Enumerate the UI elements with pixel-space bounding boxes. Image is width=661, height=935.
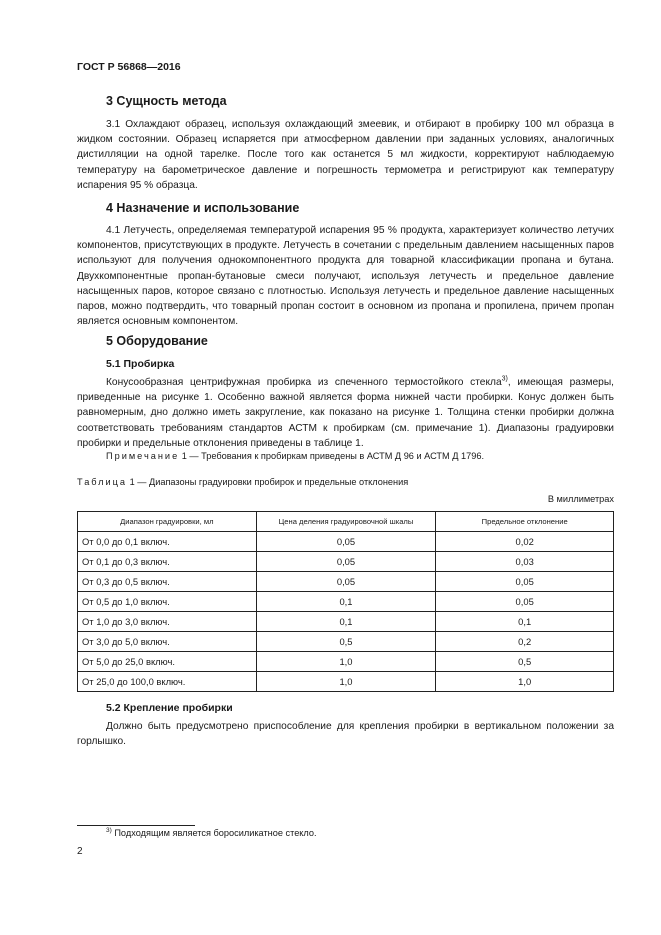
table-header-division: Цена деления градуировочной шкалы xyxy=(256,512,436,532)
section-3-title: 3 Сущность метода xyxy=(106,94,227,108)
table-row xyxy=(78,592,614,612)
note-label: Примечание xyxy=(106,451,180,461)
subsection-5-1-text-b: , имеющая размеры, приведенные на рисунке 1. Особенно важной является форма нижней части пробирки. Конус должен быть равномерным, дно должно иметь закругление, как показано на рисунке 1. Толщина стенки пробирки должна соответствовать требованиям стандартов АСТМ к пробиркам (см. примечание 1). Диапазоны градуировки пробирки и предельные отклонения приведены в таблице 1. xyxy=(77,377,614,449)
division-cell: 0,5 xyxy=(256,632,436,652)
footnote xyxy=(106,828,317,838)
subsection-5-1-text-a: Конусообразная центрифужная пробирка из спеченного термостойкого стекла xyxy=(106,377,502,388)
section-4-title: 4 Назначение и использование xyxy=(106,201,300,215)
table-caption-label: Таблица xyxy=(77,477,128,487)
note-text: 1 — Требования к пробиркам приведены в АСТМ Д 96 и АСТМ Д 1796. xyxy=(179,451,484,461)
table-header-range: Диапазон градуировки, мл xyxy=(78,512,257,532)
table-row xyxy=(78,572,614,592)
standard-number: ГОСТ Р 56868—2016 xyxy=(77,61,181,73)
section-5-title: 5 Оборудование xyxy=(106,334,208,348)
table-row xyxy=(78,612,614,632)
graduation-table xyxy=(77,511,614,692)
tolerance-cell: 0,1 xyxy=(436,612,614,632)
range-cell: От 1,0 до 3,0 включ. xyxy=(78,612,257,632)
section-4-text: 4.1 Летучесть, определяемая температурой испарения 95 % продукта, характеризует количество летучих компонентов, присутствующих в продукте. Летучесть в сочетании с предельным давлением насыщенных паров используют для получения однокомпонентного продукта для товарной классификации пропана и бутана. Двухкомпонентные пропан-бутановые смеси получают, используя летучесть и предельное давление насыщенных паров, которое связано с плотностью. Используя летучесть и предельное давление насыщенных паров, можно подтвердить, что товарный пропан состоит в основном из пропана и пропилена, причем пропан является основным компонентом. xyxy=(77,225,614,328)
table-row xyxy=(78,632,614,652)
division-cell: 0,05 xyxy=(256,552,436,572)
tolerance-cell: 1,0 xyxy=(436,672,614,692)
table-row xyxy=(78,672,614,692)
table-caption-text: 1 — Диапазоны градуировки пробирок и предельные отклонения xyxy=(127,477,409,487)
tolerance-cell: 0,05 xyxy=(436,592,614,612)
tolerance-cell: 0,5 xyxy=(436,652,614,672)
footnote-ref: 3) xyxy=(501,375,508,383)
subsection-5-2-text: Должно быть предусмотрено приспособление для крепления пробирки в вертикальном положении за горлышко. xyxy=(77,721,614,748)
section-3-text: 3.1 Охлаждают образец, используя охлаждающий змеевик, и отбирают в пробирку 100 мл образца в жидком состоянии. Образец испаряется при атмосферном давлении при заданных условиях, аналогичных дистилляции на одной тарелке. После того как останется 5 мл жидкости, корректируют наблюдаемую температуру на барометрическое давление и погрешность термометра и регистрируют как температуру испарения 95 % образца. xyxy=(77,119,614,191)
range-cell: От 0,5 до 1,0 включ. xyxy=(78,592,257,612)
page-number: 2 xyxy=(77,846,83,857)
table-row xyxy=(78,552,614,572)
range-cell: От 0,0 до 0,1 включ. xyxy=(78,532,257,552)
tolerance-cell: 0,03 xyxy=(436,552,614,572)
subsection-5-1-title: 5.1 Пробирка xyxy=(106,358,175,370)
division-cell: 1,0 xyxy=(256,672,436,692)
range-cell: От 3,0 до 5,0 включ. xyxy=(78,632,257,652)
footnote-divider xyxy=(77,825,195,826)
table-header-row xyxy=(78,512,614,532)
division-cell: 0,1 xyxy=(256,612,436,632)
table-units: В миллиметрах xyxy=(547,494,614,504)
footnote-text: Подходящим является боросиликатное стекло. xyxy=(111,828,317,838)
division-cell: 0,1 xyxy=(256,592,436,612)
range-cell: От 5,0 до 25,0 включ. xyxy=(78,652,257,672)
range-cell: От 0,3 до 0,5 включ. xyxy=(78,572,257,592)
range-cell: От 0,1 до 0,3 включ. xyxy=(78,552,257,572)
division-cell: 0,05 xyxy=(256,532,436,552)
table-caption xyxy=(77,477,408,487)
note-1 xyxy=(106,451,484,461)
table-row xyxy=(78,532,614,552)
table-header-tolerance: Предельное отклонение xyxy=(436,512,614,532)
table-row xyxy=(78,652,614,672)
subsection-5-2-title: 5.2 Крепление пробирки xyxy=(106,702,233,714)
range-cell: От 25,0 до 100,0 включ. xyxy=(78,672,257,692)
tolerance-cell: 0,02 xyxy=(436,532,614,552)
footnote-mark: 3) xyxy=(106,826,112,834)
division-cell: 0,05 xyxy=(256,572,436,592)
division-cell: 1,0 xyxy=(256,652,436,672)
tolerance-cell: 0,2 xyxy=(436,632,614,652)
tolerance-cell: 0,05 xyxy=(436,572,614,592)
subsection-5-1-text xyxy=(77,375,614,451)
